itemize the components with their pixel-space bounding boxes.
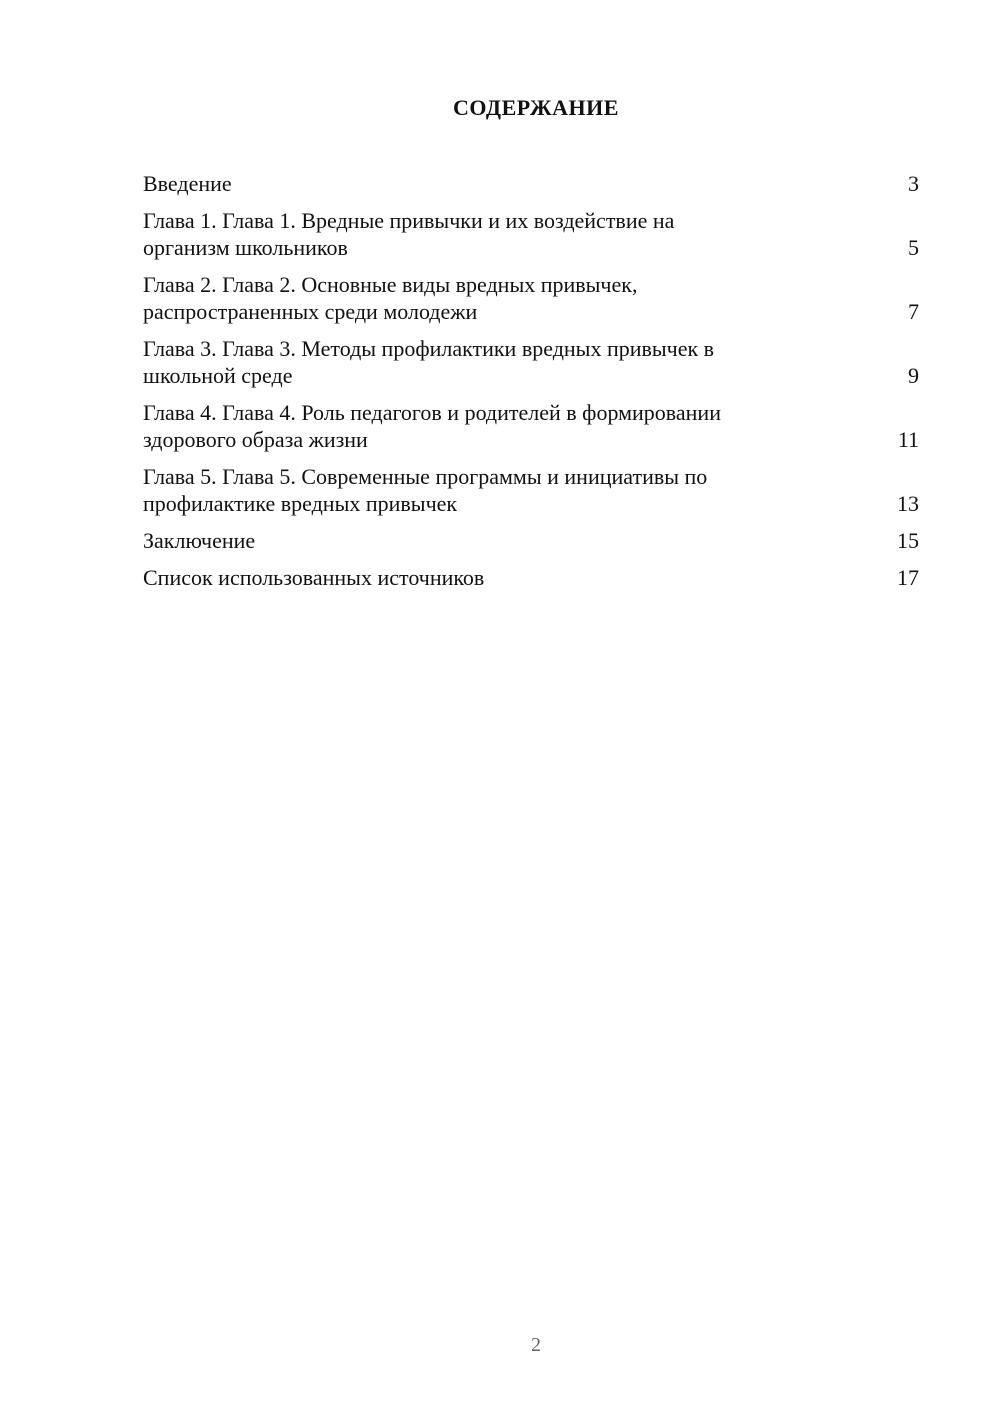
toc-entry-text: Заключение <box>143 528 256 553</box>
toc-entry-text: Глава 1. Глава 1. Вредные привычки и их воздействие на организм школьников <box>143 208 675 260</box>
toc-entry-text: Глава 3. Глава 3. Методы профилактики вредных привычек в школьной среде <box>143 336 715 388</box>
toc-entry-chapter-4 <box>143 399 919 453</box>
page-title: СОДЕРЖАНИЕ <box>453 95 619 120</box>
page-number: 2 <box>531 1334 541 1356</box>
toc-entry-page: 3 <box>908 171 919 196</box>
toc-entry-page: 7 <box>908 299 919 324</box>
toc-entry-chapter-3 <box>143 335 919 389</box>
toc-entry-conclusion <box>143 527 919 554</box>
toc-entry-page: 13 <box>897 491 919 516</box>
table-of-contents <box>143 170 919 601</box>
toc-entry-chapter-2 <box>143 271 919 325</box>
toc-entry-introduction <box>143 170 919 197</box>
toc-entry-page: 5 <box>908 235 919 260</box>
toc-entry-text: Глава 4. Глава 4. Роль педагогов и родителей в формировании здорового образа жизни <box>143 400 721 452</box>
toc-entry-text: Глава 5. Глава 5. Современные программы и инициативы по профилактике вредных привычек <box>143 464 708 516</box>
toc-entry-page: 11 <box>897 427 919 452</box>
toc-entry-chapter-1 <box>143 207 919 261</box>
toc-entry-page: 9 <box>908 363 919 388</box>
toc-entry-text: Введение <box>143 171 232 196</box>
toc-entry-page: 17 <box>897 565 919 590</box>
toc-entry-chapter-5 <box>143 463 919 517</box>
toc-entry-page: 15 <box>897 528 919 553</box>
toc-entry-references <box>143 564 919 591</box>
toc-entry-text: Список использованных источников <box>143 565 485 590</box>
toc-entry-text: Глава 2. Глава 2. Основные виды вредных привычек, распространенных среди молодежи <box>143 272 638 324</box>
